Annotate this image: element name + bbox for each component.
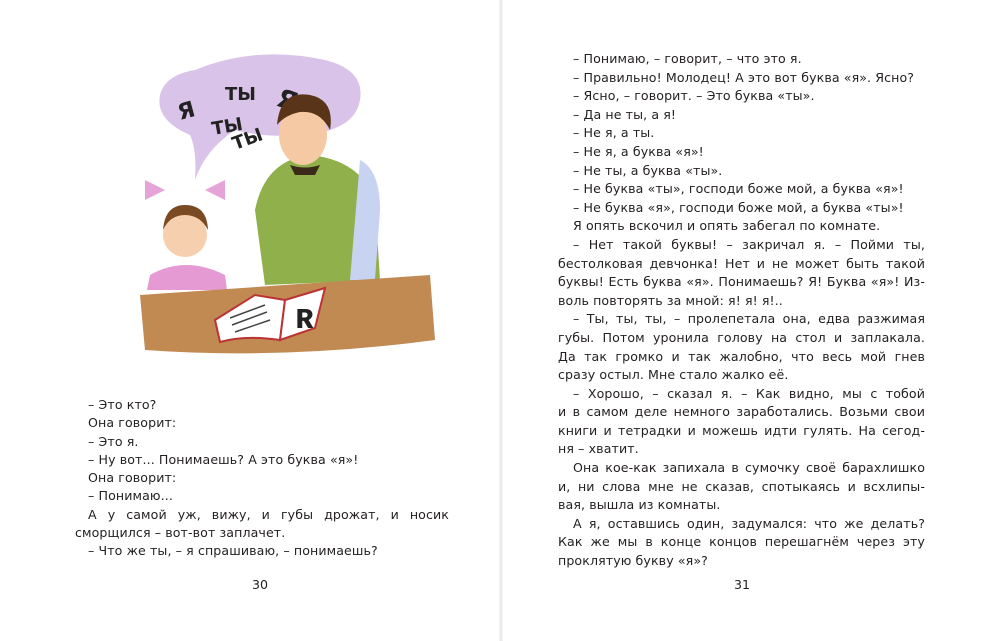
text-line: вая, вышла из комнаты. bbox=[558, 497, 721, 513]
text-line: – Не ты, а буква «ты». bbox=[573, 162, 723, 178]
text-line: ня – хватит. bbox=[558, 441, 639, 457]
text-line: – Понимаю... bbox=[88, 488, 173, 504]
text-line: – Понимаю, – говорит, – что это я. bbox=[573, 51, 802, 66]
text-line: Как же мы в конце концов перешагнём через эту bbox=[558, 534, 925, 550]
text-line: Я опять вскочил и опять забегал по комнате. bbox=[573, 218, 881, 234]
text-line: Она кое-как запихала в сумочку своё барахлишко bbox=[573, 460, 925, 476]
text-line: – Не буква «я», господи боже мой, а буква «ты»! bbox=[573, 199, 904, 215]
book-letter: Я bbox=[294, 305, 315, 335]
bubble-letter: Я bbox=[175, 97, 198, 126]
text-line: – Хорошо, – сказал я. – Как видно, мы с тобой bbox=[573, 385, 925, 401]
text-line: Она говорит: bbox=[88, 470, 177, 486]
left-page-text bbox=[75, 396, 449, 561]
text-line: губы. Потом уронила голову на стол и заплакала. bbox=[558, 329, 925, 345]
text-line: – Да не ты, а я! bbox=[573, 106, 677, 122]
text-line: воль повторять за мной: я! я! я!.. bbox=[558, 292, 783, 308]
text-line: – Это кто? bbox=[88, 397, 157, 412]
bubble-letter: ТЫ bbox=[225, 84, 256, 105]
text-line: – Это я. bbox=[88, 433, 139, 449]
bubble-letter: ТЫ bbox=[229, 124, 266, 155]
text-line: А у самой уж, вижу, и губы дрожат, и носик bbox=[88, 506, 449, 522]
text-line: – Не я, а ты. bbox=[573, 125, 655, 141]
text-line: сморщился – вот-вот заплачет. bbox=[75, 525, 286, 541]
illustration-teacher-and-girl bbox=[135, 50, 445, 360]
right-page-text bbox=[558, 50, 925, 571]
text-line: буквы! Есть буква «я». Понимаешь? Я! Буква «я»! Из- bbox=[558, 274, 925, 290]
text-line: бестолковая девчонка! Нет и не может быть такой bbox=[558, 255, 925, 271]
girl-dress bbox=[147, 265, 227, 290]
text-line: – Не я, а буква «я»! bbox=[573, 143, 704, 159]
text-line: сразу остыл. Мне стало жалко её. bbox=[558, 367, 789, 383]
text-line: – Ясно, – говорит. – Это буква «ты». bbox=[573, 88, 815, 104]
girl-bows bbox=[145, 180, 225, 200]
text-line: Она говорит: bbox=[88, 415, 177, 431]
text-line: проклятую букву «я»? bbox=[558, 553, 708, 569]
text-line: – Ну вот... Понимаешь? А это буква «я»! bbox=[88, 451, 359, 467]
text-line: и в самом деле немного заработались. Возьми свои bbox=[558, 404, 925, 420]
text-line: книги и тетрадки и можешь идти гулять. На сегод- bbox=[558, 422, 925, 438]
book-gutter bbox=[499, 0, 503, 641]
page-number-right: 31 bbox=[734, 577, 751, 592]
text-line: – Не буква «ты», господи боже мой, а буква «я»! bbox=[573, 181, 904, 197]
text-line: и, ни слова мне не сказав, спотыкаясь и всхлипы- bbox=[558, 478, 925, 494]
page-number-left: 30 bbox=[252, 577, 269, 592]
text-line: – Нет такой буквы! – закричал я. – Пойми ты, bbox=[573, 236, 925, 252]
text-line: – Ты, ты, ты, – пролепетала она, едва разжимая bbox=[573, 311, 925, 327]
text-line: – Правильно! Молодец! А это вот буква «я». Ясно? bbox=[573, 69, 915, 85]
text-line: Да так громко и так жалобно, что весь мой гнев bbox=[558, 348, 925, 364]
text-line: А я, оставшись один, задумался: что же делать? bbox=[573, 515, 925, 531]
text-line: – Что же ты, – я спрашиваю, – понимаешь? bbox=[88, 543, 378, 559]
bubble-letter: ТЫ bbox=[210, 113, 245, 140]
